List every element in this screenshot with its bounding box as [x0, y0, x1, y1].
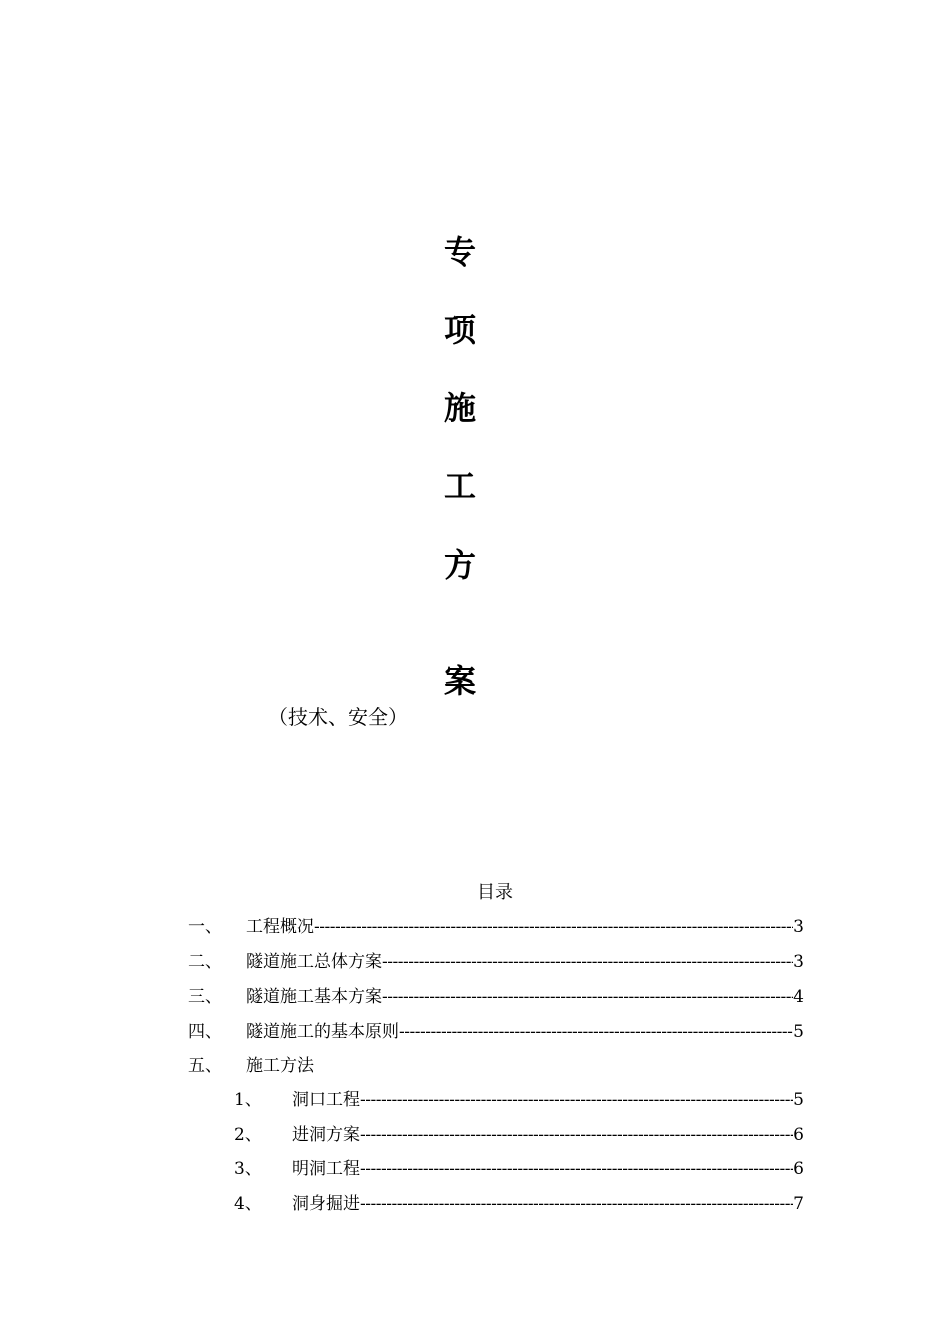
toc-entry[interactable]: [188, 1019, 804, 1045]
toc-dot-leader: [360, 1191, 793, 1217]
toc-entry-page: 4: [793, 987, 804, 1007]
title-char: 施: [443, 389, 476, 427]
toc-entry-title: 隧道施工的基本原则: [246, 1022, 399, 1042]
toc-entry-title: 进洞方案: [292, 1125, 360, 1145]
toc-entry-title: 明洞工程: [292, 1159, 360, 1179]
toc-entry[interactable]: [188, 949, 804, 975]
toc-entry-number: 四、: [188, 1022, 222, 1042]
toc-entry-number: 一、: [188, 917, 222, 937]
toc-dot-leader: [360, 1122, 793, 1148]
title-char: 专: [443, 233, 476, 271]
toc-entry-page: 3: [793, 917, 804, 937]
toc-entry-page: 7: [793, 1194, 804, 1214]
toc-dot-leader: [382, 949, 793, 975]
toc-entry-number: 五、: [188, 1056, 222, 1076]
toc-subentry[interactable]: [234, 1156, 804, 1182]
toc-entry-title: 工程概况: [246, 917, 314, 937]
toc-entry[interactable]: [188, 914, 804, 940]
toc-subentry[interactable]: [234, 1122, 804, 1148]
title-char: 案: [443, 662, 476, 700]
toc-dot-leader: [314, 914, 793, 940]
toc-entry-number: 3、: [234, 1159, 262, 1179]
toc-entry-number: 1、: [234, 1090, 262, 1110]
toc-entry-title: 洞身掘进: [292, 1194, 360, 1214]
document-subtitle: （技术、安全）: [268, 705, 408, 729]
toc-entry-title: 洞口工程: [292, 1090, 360, 1110]
toc-entry-number: 三、: [188, 987, 222, 1007]
toc-entry-number: 4、: [234, 1194, 262, 1214]
toc-entry-title: 隧道施工总体方案: [246, 952, 382, 972]
toc-entry-page: 6: [793, 1125, 804, 1145]
toc-entry-page: 6: [793, 1159, 804, 1179]
toc-entry-page: 5: [793, 1022, 804, 1042]
toc-subentry[interactable]: [234, 1191, 804, 1217]
toc-entry[interactable]: [188, 1053, 804, 1079]
toc-heading: 目录: [477, 882, 513, 903]
toc-dot-leader: [382, 984, 793, 1010]
title-char: 工: [443, 467, 476, 505]
toc-entry-page: 3: [793, 952, 804, 972]
toc-dot-leader: [360, 1156, 793, 1182]
toc-subentry[interactable]: [234, 1087, 804, 1113]
toc-entry-title: 施工方法: [246, 1056, 314, 1076]
toc-entry-page: 5: [793, 1090, 804, 1110]
toc-entry-number: 2、: [234, 1125, 262, 1145]
title-char: 项: [443, 311, 476, 349]
toc-entry[interactable]: [188, 984, 804, 1010]
toc-entry-title: 隧道施工基本方案: [246, 987, 382, 1007]
toc-entry-number: 二、: [188, 952, 222, 972]
toc-dot-leader: [399, 1019, 793, 1045]
toc-dot-leader: [360, 1087, 793, 1113]
title-char: 方: [443, 546, 476, 584]
